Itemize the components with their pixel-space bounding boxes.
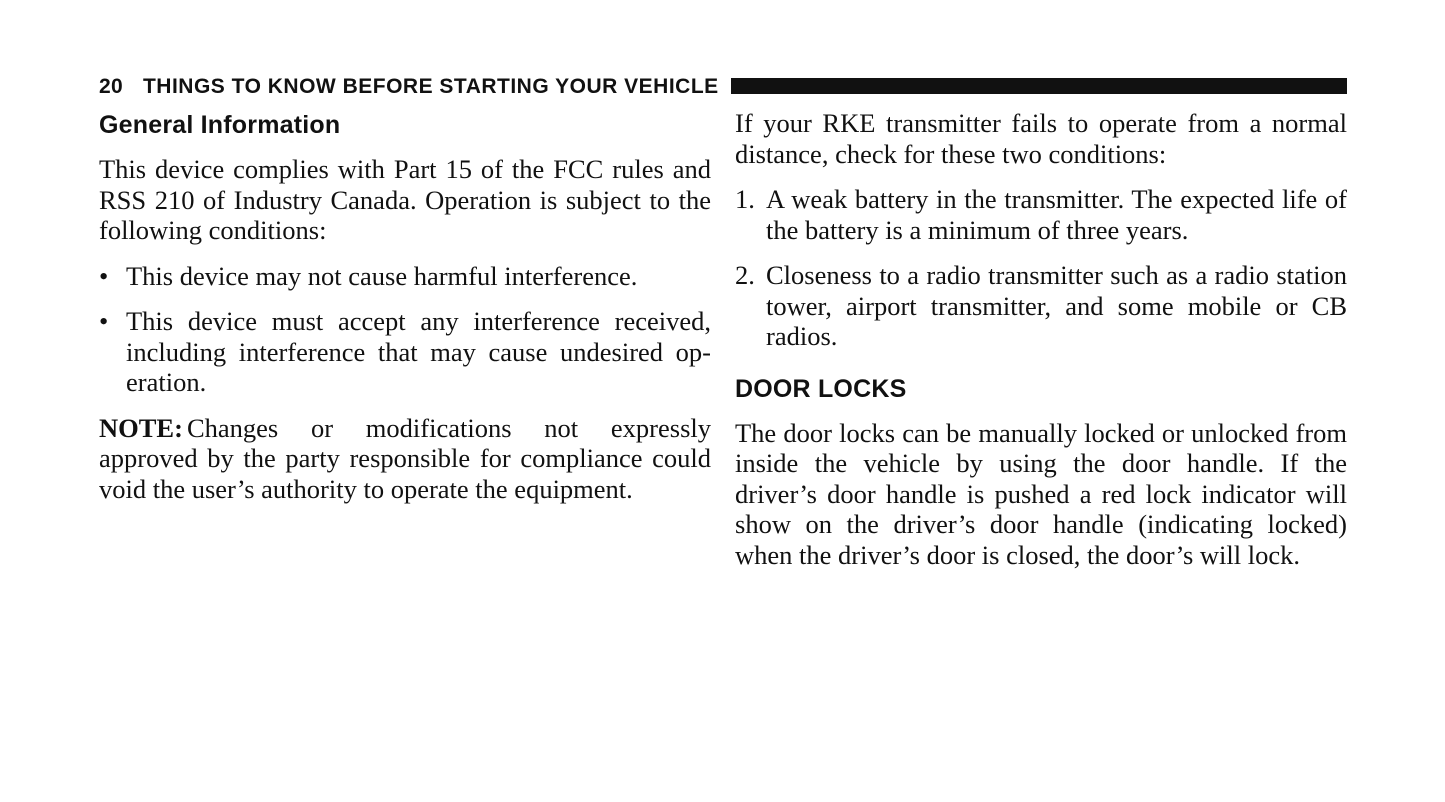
bullet-text: This device may not cause harmful interference. — [126, 260, 638, 291]
bullet-item — [99, 261, 711, 292]
chapter-title: THINGS TO KNOW BEFORE STARTING YOUR VEHICLE — [142, 75, 719, 98]
door-locks-paragraph: The door locks can be manually locked or unlocked from inside the vehicle by using the door handle. If the driver’s door handle is pushed a red lock indicator will show on the driver’s door handle (indicating locked) when the driver’s door is closed, the door’s will lock. — [735, 417, 1347, 570]
door-locks-heading: DOOR LOCKS — [735, 374, 907, 403]
fcc-compliance-paragraph: This device complies with Part 15 of the FCC rules and RSS 210 of Industry Canada. Operation is subject to the following conditions: — [99, 154, 711, 245]
running-header — [99, 74, 1347, 100]
note-paragraph — [99, 413, 711, 505]
header-rule — [731, 78, 1347, 94]
general-information-heading: General Information — [99, 111, 341, 139]
condition-text: Closeness to a radio transmitter such as a radio station tower, airport transmitter, and some mobile or CB radios. — [766, 260, 1347, 351]
note-label: NOTE: — [99, 412, 183, 443]
condition-number: 1. — [735, 184, 755, 214]
note-text: Changes or modifications not expressly approved by the party responsible for compliance could void the user’s authority to operate the equipment. — [99, 412, 711, 504]
conditions-bullet-list — [99, 261, 711, 398]
rke-conditions-list — [735, 184, 1347, 352]
condition-item — [735, 260, 1347, 352]
bullet-icon: • — [99, 260, 109, 291]
condition-number: 2. — [735, 260, 755, 290]
page-number: 20 — [99, 75, 123, 98]
bullet-icon: • — [99, 306, 109, 336]
left-column — [99, 108, 711, 504]
condition-text: A weak battery in the transmitter. The expected life of the battery is a minimum of three years. — [766, 184, 1347, 245]
bullet-item — [99, 306, 711, 398]
condition-item — [735, 184, 1347, 245]
rke-intro-paragraph: If your RKE transmitter fails to operate from a normal distance, check for these two conditions: — [735, 108, 1347, 169]
bullet-text: This device must accept any interference received, including interference that may cause undesired op-eration. — [126, 306, 711, 397]
right-column — [735, 108, 1347, 570]
